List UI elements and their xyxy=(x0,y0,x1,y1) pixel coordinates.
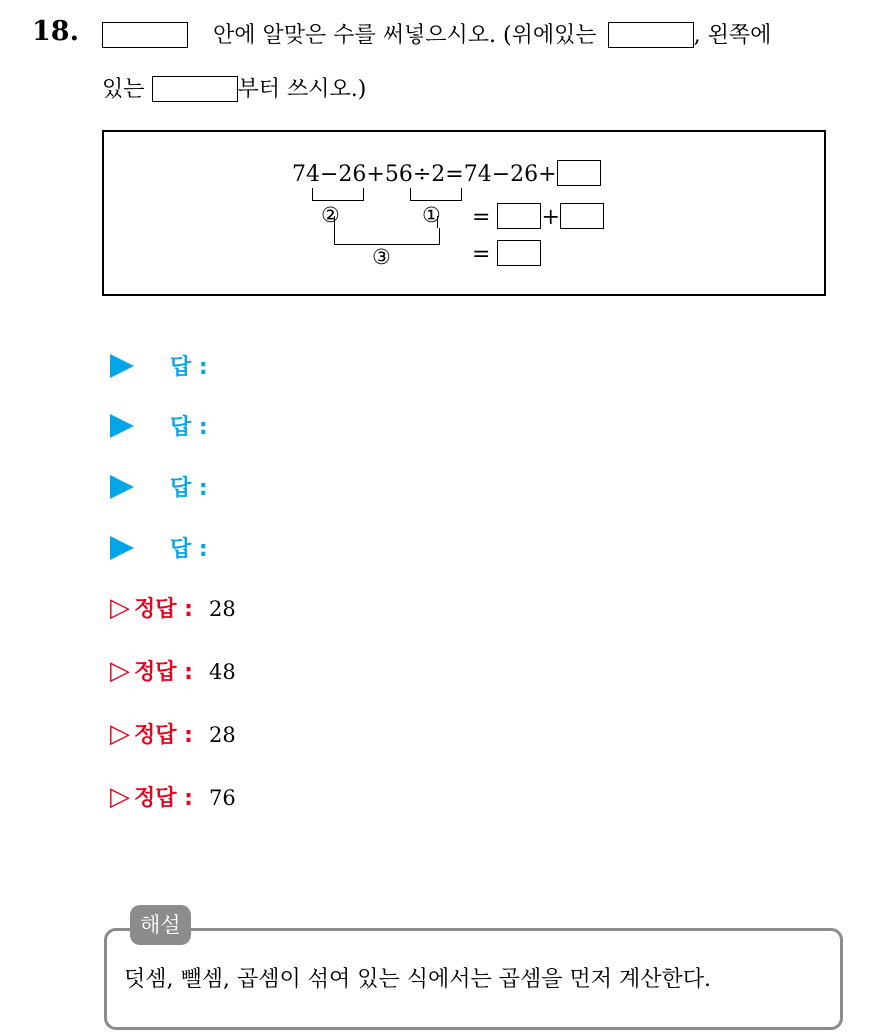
question-text-2b: 부터 쓰시오.) xyxy=(237,77,367,102)
math-box xyxy=(102,130,826,296)
question-text-2a: 있는 xyxy=(102,77,145,102)
correct-label: 정답 : xyxy=(134,786,193,811)
bracket-3 xyxy=(334,228,440,245)
triangle-outline-icon: ▷ xyxy=(110,782,130,812)
correct-label: 정답 : xyxy=(134,597,193,622)
circled-3: ③ xyxy=(372,245,391,269)
triangle-right-icon xyxy=(110,536,134,560)
correct-label: 정답 : xyxy=(134,660,193,685)
question-number: 18. xyxy=(32,16,79,47)
answer-label: 답 : xyxy=(170,355,208,380)
correct-value: 48 xyxy=(208,660,236,684)
blank-box xyxy=(102,22,188,48)
second-line xyxy=(472,203,604,230)
correct-value: 76 xyxy=(208,786,236,810)
answer-label: 답 : xyxy=(170,415,208,440)
question-line-2 xyxy=(102,72,366,103)
answer-row xyxy=(110,350,208,381)
equation-expression: 74−26+56÷2=74−26+ xyxy=(292,162,557,187)
third-line xyxy=(472,240,541,267)
explanation-text: 덧셈, 뺄셈, 곱셈이 섞여 있는 식에서는 곱셈을 먼저 계산한다. xyxy=(124,967,711,992)
correct-value: 28 xyxy=(208,597,236,621)
answer-label: 답 : xyxy=(170,476,208,501)
blank-box xyxy=(152,76,238,102)
circled-2: ② xyxy=(321,203,340,227)
circled-1: ① xyxy=(422,203,441,227)
answer-blank xyxy=(560,203,604,229)
question-line-1 xyxy=(102,18,771,49)
triangle-outline-icon: ▷ xyxy=(110,719,130,749)
answer-blank xyxy=(497,240,541,266)
equals-sign: = xyxy=(472,205,491,230)
correct-answer-row xyxy=(110,781,236,812)
triangle-right-icon xyxy=(110,414,134,438)
equation-line xyxy=(292,160,601,187)
triangle-right-icon xyxy=(110,475,134,499)
answer-row xyxy=(110,410,208,441)
explanation-tag: 해설 xyxy=(130,905,191,945)
correct-label: 정답 : xyxy=(134,723,193,748)
triangle-outline-icon: ▷ xyxy=(110,593,130,623)
equals-sign: = xyxy=(472,242,491,267)
blank-box xyxy=(608,22,694,48)
answer-blank xyxy=(497,203,541,229)
bracket-1 xyxy=(410,188,462,201)
answer-label: 답 : xyxy=(170,537,208,562)
equation-blank xyxy=(557,160,601,186)
plus-sign: + xyxy=(541,205,560,230)
correct-value: 28 xyxy=(208,723,236,747)
question-text-1a: 안에 알맞은 수를 써넣으시오. (위에있는 xyxy=(213,23,597,48)
triangle-outline-icon: ▷ xyxy=(110,656,130,686)
correct-answer-row xyxy=(110,592,236,623)
answer-row xyxy=(110,471,208,502)
question-text-1b: , 왼쪽에 xyxy=(693,23,772,48)
bracket-2 xyxy=(312,188,364,201)
correct-answer-row xyxy=(110,718,236,749)
correct-answer-row xyxy=(110,655,236,686)
answer-row xyxy=(110,532,208,563)
triangle-right-icon xyxy=(110,354,134,378)
